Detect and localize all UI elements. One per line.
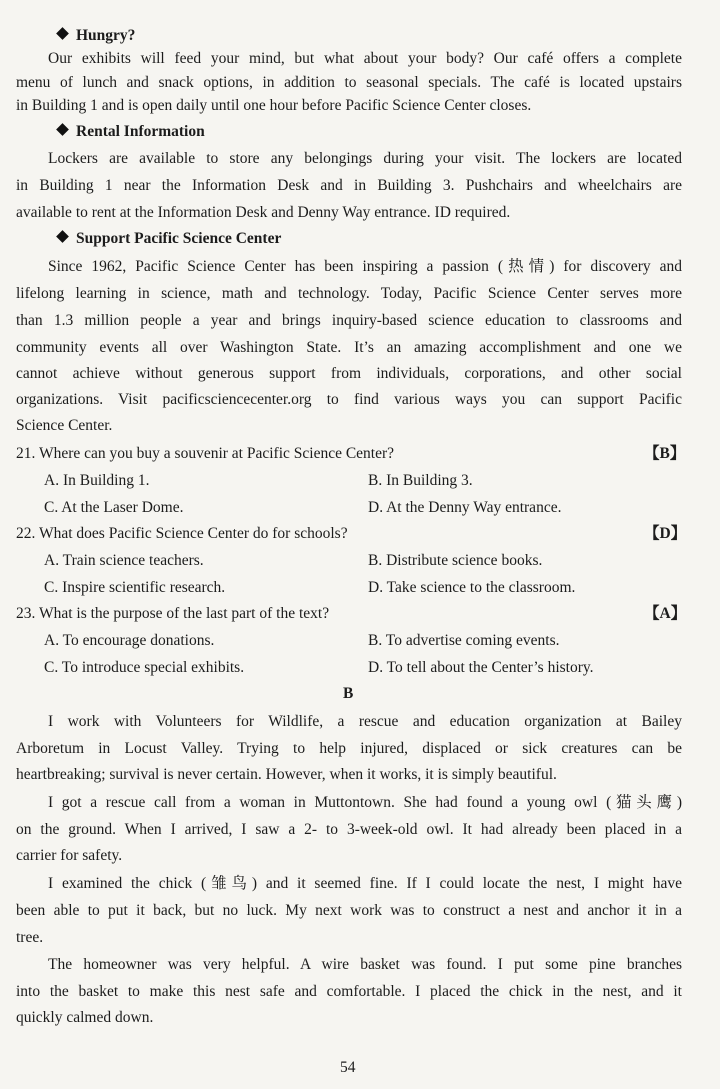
answer-key: 【D】 — [644, 525, 687, 542]
section-label-b: B — [343, 685, 354, 702]
question-option: A. Train science teachers. — [44, 552, 204, 569]
paragraph-line: in Building 1 and is open daily until one hour before Pacific Science Center closes. — [16, 97, 532, 114]
diamond-bullet-icon — [56, 230, 69, 243]
paragraph-line: organizations. Visit pacificsciencecenter.org to find various ways you can support Pacific — [16, 391, 682, 408]
section-heading-hungry — [58, 26, 135, 46]
question-option: C. Inspire scientific research. — [44, 579, 226, 596]
diamond-bullet-icon — [56, 27, 69, 40]
paragraph-line: been able to put it back, but no luck. My next work was to construct a nest and anchor it in a — [16, 902, 682, 919]
answer-key: 【A】 — [644, 605, 687, 622]
question-option: D. To tell about the Center’s history. — [368, 659, 594, 676]
question-option: B. In Building 3. — [368, 472, 473, 489]
question-option: A. To encourage donations. — [44, 632, 215, 649]
paragraph-line: I examined the chick (雏鸟) and it seemed fine. If I could locate the nest, I might have — [48, 875, 682, 892]
question-option: C. At the Laser Dome. — [44, 499, 184, 516]
paragraph-line: carrier for safety. — [16, 847, 123, 864]
heading-text: Hungry? — [76, 27, 136, 44]
paragraph-line: Lockers are available to store any belongings during your visit. The lockers are located — [48, 150, 682, 167]
diamond-bullet-icon — [56, 123, 69, 136]
question-option: B. To advertise coming events. — [368, 632, 560, 649]
question-stem: 22. What does Pacific Science Center do for schools? — [16, 525, 348, 542]
paragraph-line: Arboretum in Locust Valley. Trying to help injured, displaced or sick creatures can be — [16, 740, 682, 757]
paragraph-line: tree. — [16, 929, 44, 946]
section-heading-rental — [58, 122, 205, 142]
paragraph-line: I got a rescue call from a woman in Muttontown. She had found a young owl (猫头鹰) — [48, 794, 682, 811]
paragraph-line: into the basket to make this nest safe and comfortable. I placed the chick in the nest, and it — [16, 983, 682, 1000]
question-option: A. In Building 1. — [44, 472, 150, 489]
question-stem: 21. Where can you buy a souvenir at Pacific Science Center? — [16, 445, 395, 462]
paragraph-line: quickly calmed down. — [16, 1009, 154, 1026]
paragraph-line: menu of lunch and snack options, in addition to seasonal specials. The café is located upstairs — [16, 74, 682, 91]
paragraph-line: heartbreaking; survival is never certain. However, when it works, it is simply beautiful. — [16, 766, 557, 783]
paragraph-line: than 1.3 million people a year and brings inquiry-based science education to classrooms and — [16, 312, 682, 329]
paragraph-line: cannot achieve without generous support from individuals, corporations, and other social — [16, 365, 682, 382]
paragraph-line: available to rent at the Information Desk and Denny Way entrance. ID required. — [16, 204, 511, 221]
paragraph-line: I work with Volunteers for Wildlife, a rescue and education organization at Bailey — [48, 713, 682, 730]
page-number: 54 — [340, 1059, 356, 1076]
paragraph-line: Since 1962, Pacific Science Center has been inspiring a passion (热情) for discovery and — [48, 258, 682, 275]
question-option: D. At the Denny Way entrance. — [368, 499, 562, 516]
question-option: B. Distribute science books. — [368, 552, 543, 569]
heading-text: Rental Information — [76, 123, 205, 140]
question-stem: 23. What is the purpose of the last part of the text? — [16, 605, 330, 622]
paragraph-line: Science Center. — [16, 417, 113, 434]
paragraph-line: on the ground. When I arrived, I saw a 2- to 3-week-old owl. It had already been placed in a — [16, 821, 682, 838]
paragraph-line: lifelong learning in science, math and technology. Today, Pacific Science Center serves more — [16, 285, 682, 302]
question-option: C. To introduce special exhibits. — [44, 659, 245, 676]
paragraph-line: in Building 1 near the Information Desk and in Building 3. Pushchairs and wheelchairs are — [16, 177, 682, 194]
paragraph-line: community events all over Washington State. It’s an amazing accomplishment and one we — [16, 339, 682, 356]
answer-key: 【B】 — [644, 445, 686, 462]
heading-text: Support Pacific Science Center — [76, 230, 282, 247]
paragraph-line: Our exhibits will feed your mind, but what about your body? Our café offers a complete — [48, 50, 682, 67]
paragraph-line: The homeowner was very helpful. A wire basket was found. I put some pine branches — [48, 956, 682, 973]
section-heading-support — [58, 229, 281, 249]
question-option: D. Take science to the classroom. — [368, 579, 576, 596]
